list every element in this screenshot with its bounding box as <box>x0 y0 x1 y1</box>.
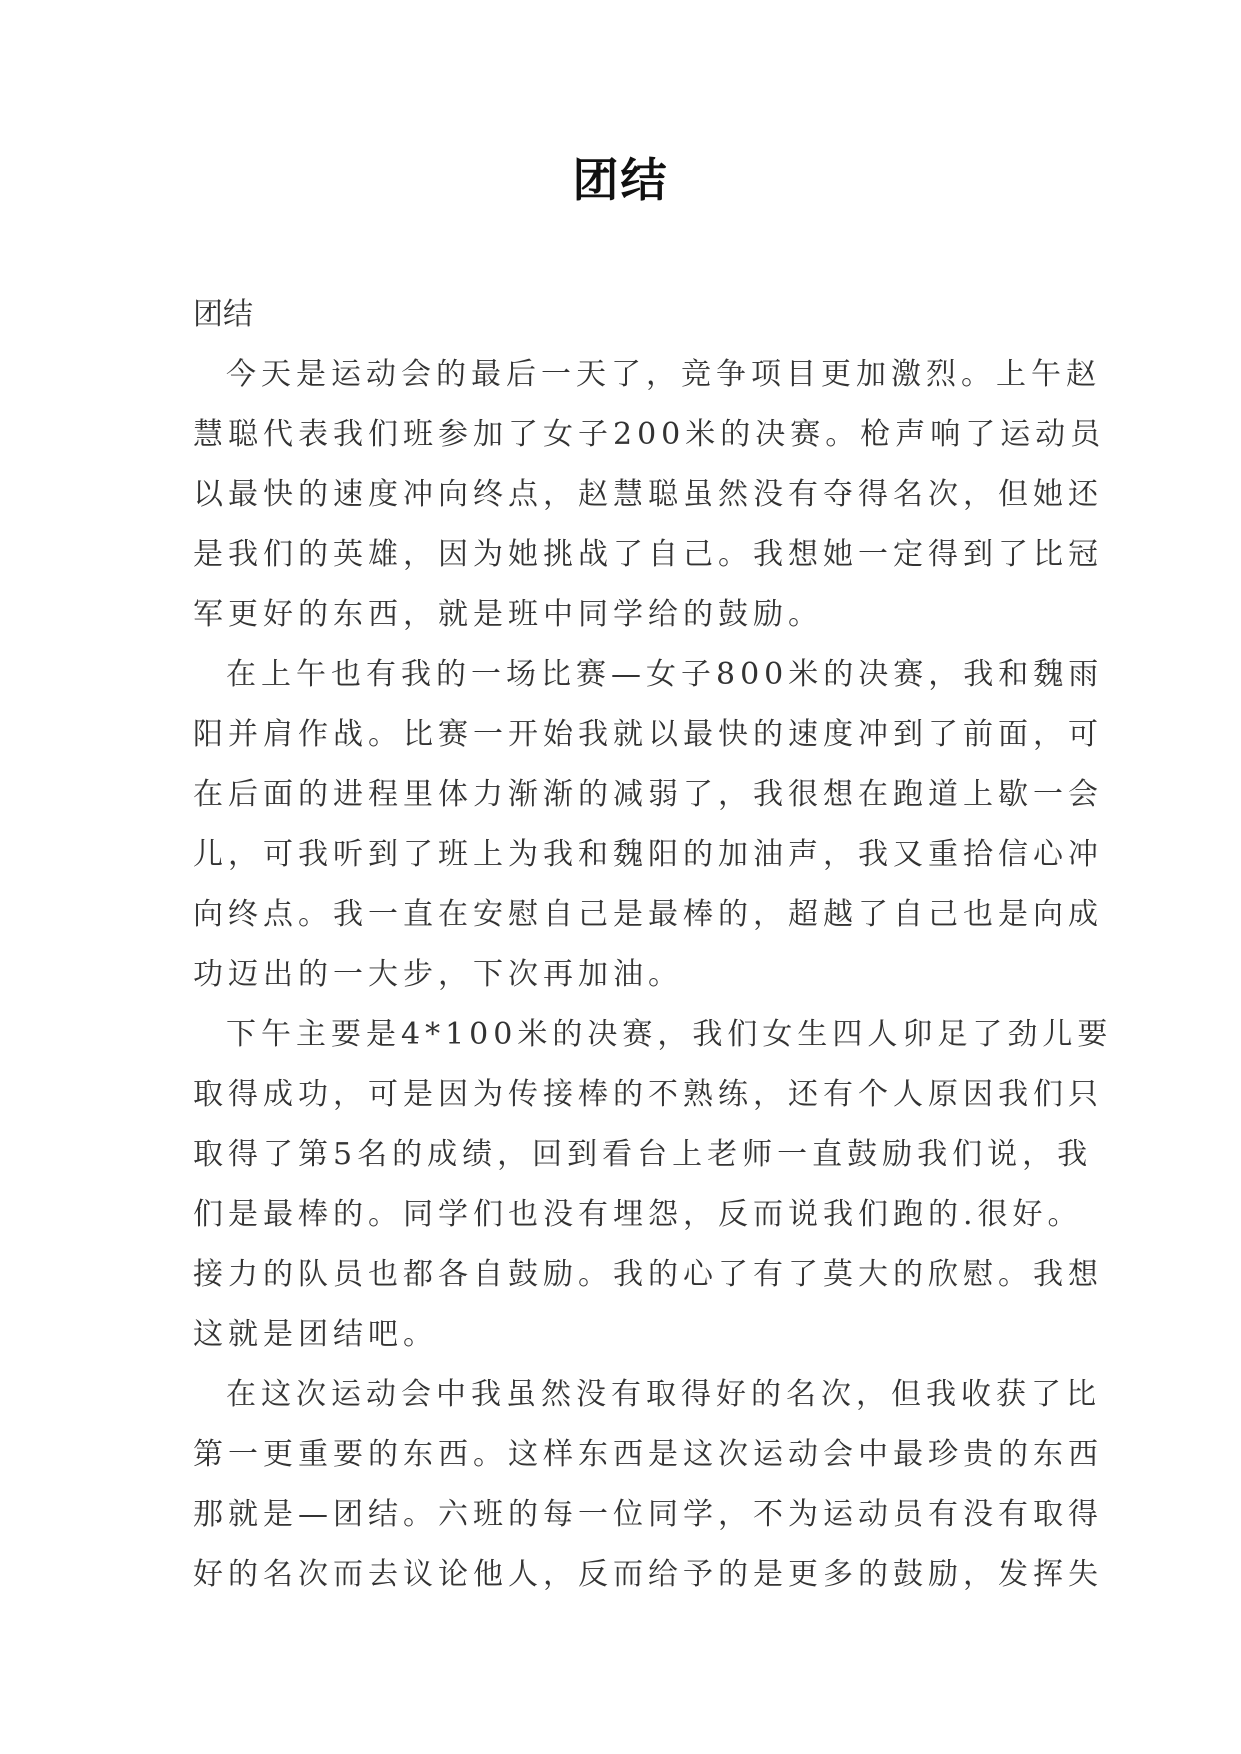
paragraph-line: 阳并肩作战。比赛一开始我就以最快的速度冲到了前面，可 <box>193 717 1103 752</box>
paragraph-line: 取得了第5名的成绩，回到看台上老师一直鼓励我们说，我 <box>193 1137 1093 1172</box>
paragraph-line: 这就是团结吧。 <box>193 1317 438 1352</box>
paragraph-4 <box>193 1365 1103 1605</box>
paragraph-1 <box>193 345 1106 645</box>
paragraph-line: 接力的队员也都各自鼓励。我的心了有了莫大的欣慰。我想 <box>193 1257 1103 1292</box>
document-subheading: 团结 <box>193 297 253 332</box>
paragraph-line: 们是最棒的。同学们也没有埋怨，反而说我们跑的.很好。 <box>193 1197 1083 1232</box>
paragraph-line: 下午主要是4*100米的决赛，我们女生四人卯足了劲儿要 <box>226 1017 1113 1052</box>
document-body <box>193 285 1113 1605</box>
paragraph-line: 功迈出的一大步，下次再加油。 <box>193 957 683 992</box>
paragraph-line: 在后面的进程里体力渐渐的减弱了，我很想在跑道上歇一会 <box>193 777 1103 812</box>
paragraph-2 <box>193 645 1104 1005</box>
paragraph-line: 今天是运动会的最后一天了，竞争项目更加激烈。上午赵 <box>226 357 1101 392</box>
paragraph-line: 向终点。我一直在安慰自己是最棒的，超越了自己也是向成 <box>193 897 1103 932</box>
paragraph-line: 慧聪代表我们班参加了女子200米的决赛。枪声响了运动员 <box>193 417 1106 452</box>
paragraph-line: 军更好的东西，就是班中同学给的鼓励。 <box>193 597 823 632</box>
paragraph-line: 是我们的英雄，因为她挑战了自己。我想她一定得到了比冠 <box>193 537 1103 572</box>
paragraph-line: 第一更重要的东西。这样东西是这次运动会中最珍贵的东西 <box>193 1437 1103 1472</box>
paragraph-line: 在上午也有我的一场比赛—女子800米的决赛，我和魏雨 <box>226 657 1104 692</box>
paragraph-line: 取得成功，可是因为传接棒的不熟练，还有个人原因我们只 <box>193 1077 1103 1112</box>
paragraph-line: 儿，可我听到了班上为我和魏阳的加油声，我又重拾信心冲 <box>193 837 1103 872</box>
paragraph-line: 以最快的速度冲向终点，赵慧聪虽然没有夺得名次，但她还 <box>193 477 1103 512</box>
document-title: 团结 <box>572 153 669 207</box>
paragraph-line: 好的名次而去议论他人，反而给予的是更多的鼓励，发挥失 <box>193 1557 1103 1592</box>
paragraph-3 <box>193 1005 1113 1365</box>
paragraph-line: 在这次运动会中我虽然没有取得好的名次，但我收获了比 <box>226 1377 1101 1412</box>
paragraph-line: 那就是—团结。六班的每一位同学，不为运动员有没有取得 <box>193 1497 1103 1532</box>
